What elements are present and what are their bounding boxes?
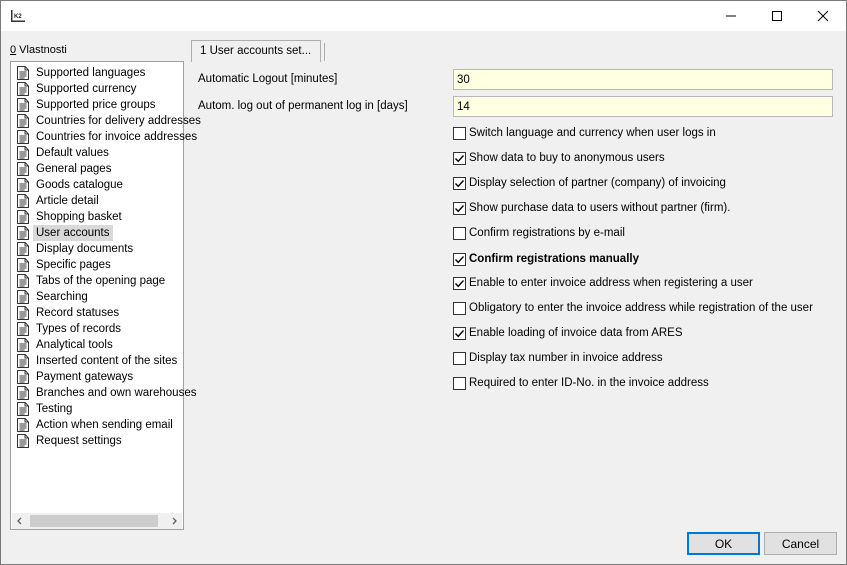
document-icon	[17, 402, 29, 416]
tree-item[interactable]	[11, 145, 183, 161]
document-icon	[17, 114, 29, 128]
document-icon	[17, 322, 29, 336]
document-icon	[17, 130, 29, 144]
tree-item[interactable]	[11, 305, 183, 321]
permanent-logout-label: Autom. log out of permanent log in [days]	[198, 100, 408, 112]
document-icon	[17, 98, 29, 112]
tree-item-label: User accounts	[33, 225, 113, 241]
option-checkbox-label: Obligatory to enter the invoice address while registration of the user	[469, 302, 813, 314]
option-checkbox[interactable]	[453, 302, 466, 315]
properties-tree[interactable]	[10, 61, 201, 530]
automatic-logout-label: Automatic Logout [minutes]	[198, 73, 338, 85]
cancel-button[interactable]: Cancel	[764, 532, 837, 555]
minimize-icon	[726, 11, 736, 21]
document-icon	[17, 290, 29, 304]
scroll-right-button[interactable]	[166, 513, 182, 529]
chevron-right-icon	[170, 517, 178, 525]
option-checkbox[interactable]	[453, 227, 466, 240]
option-checkbox[interactable]	[453, 177, 466, 190]
option-checkbox[interactable]	[453, 327, 466, 340]
document-icon	[17, 162, 29, 176]
document-icon	[17, 354, 29, 368]
title-bar	[1, 1, 846, 31]
document-icon	[17, 370, 29, 384]
tree-item[interactable]	[11, 321, 183, 337]
app-logo-text: K2	[14, 14, 22, 20]
document-icon	[17, 306, 29, 320]
tree-item-label: Goods catalogue	[36, 179, 123, 191]
tree-item[interactable]	[11, 65, 183, 81]
tree-item-label: Shopping basket	[36, 211, 122, 223]
checkmark-icon	[454, 178, 465, 189]
permanent-logout-input[interactable]	[453, 96, 833, 117]
option-checkbox[interactable]	[453, 202, 466, 215]
option-checkbox-row[interactable]	[453, 275, 753, 291]
tree-item-label: Display documents	[36, 243, 134, 255]
tree-item-label: Article detail	[36, 195, 99, 207]
option-checkbox[interactable]	[453, 277, 466, 290]
maximize-icon	[772, 11, 782, 21]
document-icon	[17, 242, 29, 256]
option-checkbox-label: Display selection of partner (company) of invoicing	[469, 177, 726, 189]
option-checkbox-row[interactable]	[453, 251, 639, 267]
checkmark-icon	[454, 203, 465, 214]
tree-item-label: Record statuses	[36, 307, 120, 319]
tree-item[interactable]	[11, 417, 183, 433]
option-checkbox-label: Show purchase data to users without partner (firm).	[469, 202, 731, 214]
document-icon	[17, 82, 29, 96]
option-checkbox-label: Confirm registrations by e-mail	[469, 227, 625, 239]
document-icon	[17, 418, 29, 432]
tree-item[interactable]	[11, 385, 197, 401]
tree-item[interactable]	[11, 273, 183, 289]
tree-item-label: Action when sending email	[36, 419, 173, 431]
option-checkbox-row[interactable]	[453, 200, 730, 216]
option-checkbox-row[interactable]	[453, 375, 709, 391]
tree-item-label: Default values	[36, 147, 109, 159]
option-checkbox[interactable]	[453, 127, 466, 140]
chevron-left-icon	[16, 517, 24, 525]
option-checkbox-label: Enable to enter invoice address when registering a user	[469, 277, 753, 289]
option-checkbox-row[interactable]	[453, 325, 683, 341]
document-icon	[17, 434, 29, 448]
tab-user-accounts-settings[interactable]: 1 User accounts set...	[191, 40, 321, 62]
close-icon	[818, 11, 828, 21]
tree-item-label: Request settings	[36, 435, 122, 447]
document-icon	[17, 146, 29, 160]
scrollbar-thumb[interactable]	[30, 515, 158, 527]
document-icon	[17, 386, 29, 400]
app-logo-icon	[10, 8, 26, 24]
maximize-button[interactable]	[754, 1, 800, 31]
tree-item-label: Types of records	[36, 323, 122, 335]
tree-item-label: Analytical tools	[36, 339, 113, 351]
properties-label-text: Vlastnosti	[16, 44, 67, 56]
tree-item-label: Inserted content of the sites	[36, 355, 178, 367]
option-checkbox-label: Required to enter ID-No. in the invoice address	[469, 377, 709, 389]
tree-item[interactable]	[11, 225, 183, 241]
document-icon	[17, 66, 29, 80]
tree-item-label: Supported price groups	[36, 99, 156, 111]
tree-item[interactable]	[11, 209, 183, 225]
document-icon	[17, 210, 29, 224]
automatic-logout-input[interactable]	[453, 69, 833, 90]
tree-item[interactable]	[11, 257, 183, 273]
tree-item[interactable]	[11, 177, 183, 193]
option-checkbox-label: Confirm registrations manually	[469, 253, 639, 265]
tree-item[interactable]	[11, 81, 183, 97]
option-checkbox[interactable]	[453, 152, 466, 165]
tree-item-label: Supported currency	[36, 83, 137, 95]
option-checkbox-row[interactable]	[453, 125, 716, 141]
document-icon	[17, 194, 29, 208]
option-checkbox-row[interactable]	[453, 225, 625, 241]
tree-item-label: Countries for delivery addresses	[36, 115, 201, 127]
tree-item[interactable]	[11, 193, 183, 209]
checkmark-icon	[454, 278, 465, 289]
minimize-button[interactable]	[708, 1, 754, 31]
tree-item[interactable]	[11, 337, 183, 353]
document-icon	[17, 258, 29, 272]
tree-item[interactable]	[11, 401, 183, 417]
tab-separator	[324, 43, 325, 61]
properties-hotkey: 0	[10, 44, 17, 56]
option-checkbox[interactable]	[453, 352, 466, 365]
horizontal-scrollbar[interactable]	[12, 513, 182, 529]
option-checkbox-row[interactable]	[453, 350, 663, 366]
properties-tree-list	[11, 65, 201, 449]
option-checkbox-row[interactable]	[453, 175, 726, 191]
tree-item-label: Supported languages	[36, 67, 146, 79]
tree-item[interactable]	[11, 433, 183, 449]
option-checkbox-label: Display tax number in invoice address	[469, 352, 663, 364]
tree-item[interactable]	[11, 241, 183, 257]
option-checkbox-label: Show data to buy to anonymous users	[469, 152, 665, 164]
option-checkbox-row[interactable]	[453, 300, 813, 316]
tree-item[interactable]	[11, 161, 183, 177]
tree-item[interactable]	[11, 289, 183, 305]
tree-item[interactable]	[11, 353, 183, 369]
tree-item-label: General pages	[36, 163, 112, 175]
tree-item[interactable]	[11, 129, 198, 145]
checkmark-icon	[454, 153, 465, 164]
option-checkbox-label: Enable loading of invoice data from ARES	[469, 327, 683, 339]
tree-item-label: Testing	[36, 403, 73, 415]
document-icon	[17, 338, 29, 352]
tree-item[interactable]	[11, 113, 201, 129]
tree-item-label: Branches and own warehouses	[36, 387, 197, 399]
checkmark-icon	[454, 254, 465, 265]
document-icon	[17, 274, 29, 288]
ok-button[interactable]: OK	[687, 532, 760, 555]
tree-item-label: Searching	[36, 291, 88, 303]
checkmark-icon	[454, 328, 465, 339]
tree-item-label: Countries for invoice addresses	[36, 131, 198, 143]
tree-item[interactable]	[11, 369, 183, 385]
tree-item-label: Tabs of the opening page	[36, 275, 166, 287]
tree-item-label: Specific pages	[36, 259, 111, 271]
close-button[interactable]	[800, 1, 846, 31]
document-icon	[17, 178, 29, 192]
option-checkbox-row[interactable]	[453, 150, 665, 166]
scroll-left-button[interactable]	[12, 513, 28, 529]
tree-item-label: Payment gateways	[36, 371, 134, 383]
option-checkbox-label: Switch language and currency when user logs in	[469, 127, 716, 139]
tree-item[interactable]	[11, 97, 183, 113]
option-checkbox[interactable]	[453, 253, 466, 266]
document-icon	[17, 226, 29, 240]
properties-panel-label	[10, 44, 67, 56]
option-checkbox[interactable]	[453, 377, 466, 390]
